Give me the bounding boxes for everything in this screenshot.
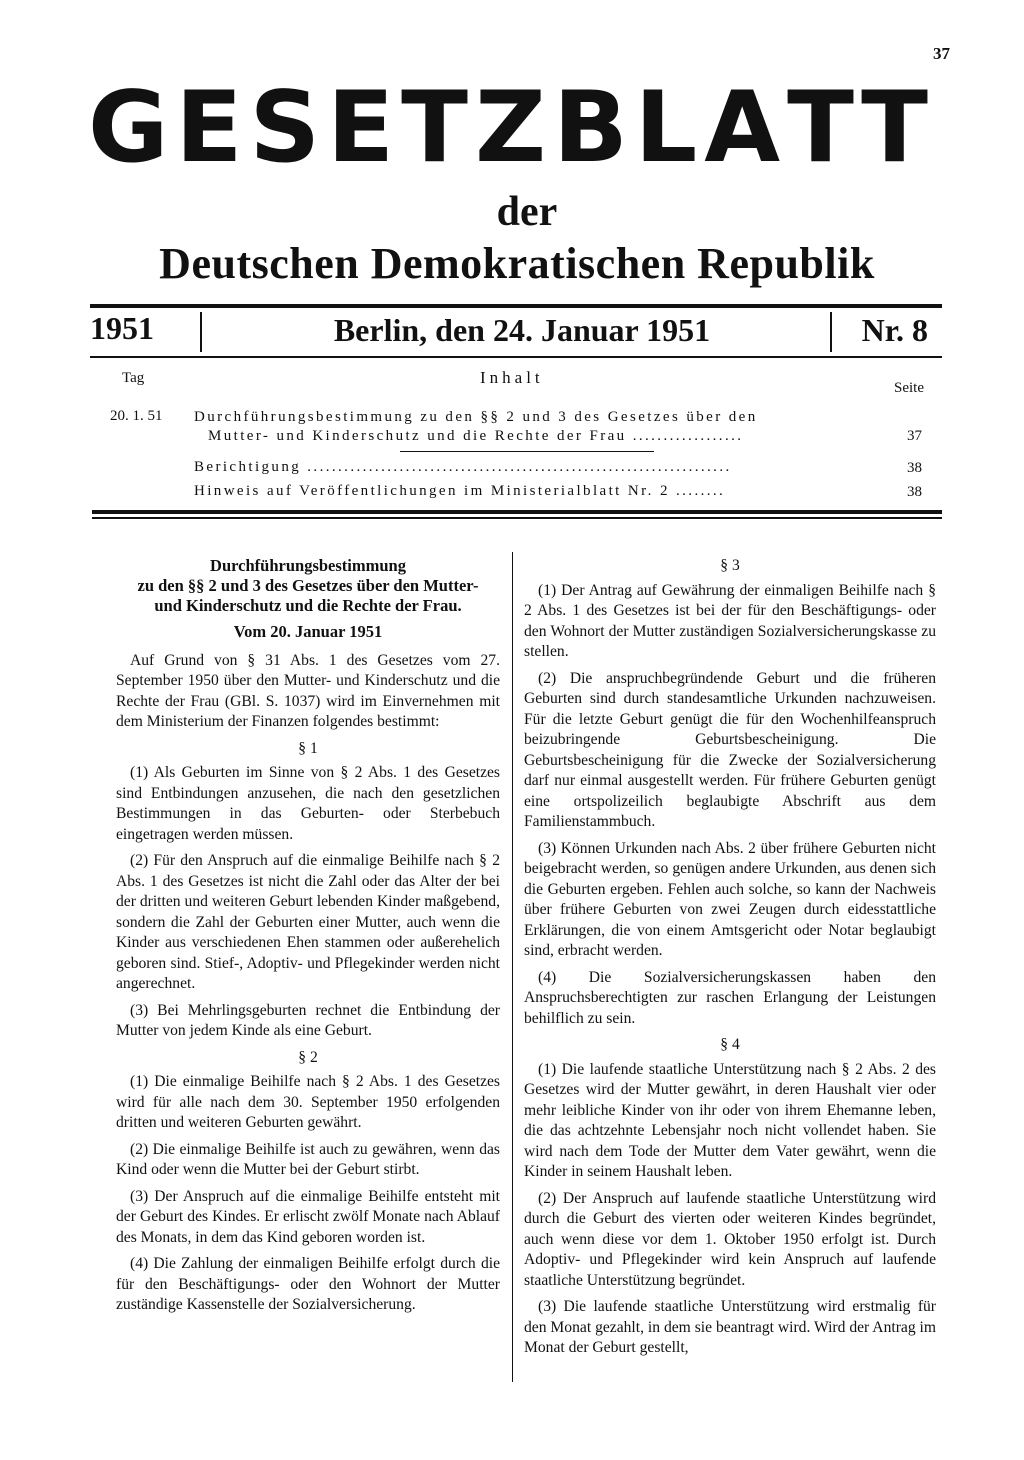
masthead-title — [88, 71, 950, 185]
masthead-letter: Z — [474, 71, 547, 185]
dateline-year: 1951 — [90, 310, 154, 346]
masthead-letter: S — [249, 71, 321, 185]
toc-entry-line: Mutter- und Kinderschutz und die Rechte der Frau .................. — [208, 428, 744, 444]
decree-heading — [116, 556, 500, 616]
dateline-divider — [830, 312, 832, 352]
masthead-letter: A — [704, 71, 781, 185]
toc-entry-title: Hinweis auf Veröffentlichungen im Ministerialblatt Nr. 2 ........ — [194, 483, 726, 499]
paragraph: (1) Der Antrag auf Gewährung der einmaligen Beihilfe nach § 2 Abs. 1 des Gesetzes ist bei der für den Beschäftigungs- oder den Wohnort der Mutter zuständigen Sozialversicherungskasse zu stellen. — [524, 581, 936, 660]
column-divider — [512, 552, 513, 1382]
toc-entry-date: 20. 1. 51 — [110, 408, 163, 424]
paragraph: (3) Der Anspruch auf die einmalige Beihilfe entsteht mit der Geburt des Kindes. Er erlischt zwölf Monate nach Ablauf des Monats, in dem das Kind geboren worden ist. — [116, 1187, 500, 1246]
masthead-letter: T — [787, 71, 855, 185]
toc-header-seite: Seite — [894, 380, 924, 396]
toc-entry-page: 37 — [907, 428, 922, 444]
section-rule — [92, 510, 942, 514]
decree-heading-line: zu den §§ 2 und 3 des Gesetzes über den Mutter- — [137, 576, 479, 595]
paragraph: (4) Die Sozialversicherungskassen haben den Anspruchsberechtigten zur raschen Erlangung der Leistungen behilflich zu sein. — [524, 968, 936, 1027]
paragraph: (4) Die Zahlung der einmaligen Beihilfe erfolgt durch die für den Beschäftigungs- oder den Wohnort der Mutter zuständige Kassenstelle der Sozialversicherung. — [116, 1255, 500, 1313]
toc-entry-title: Berichtigung ..................................................................... — [194, 459, 732, 475]
decree-date: Vom 20. Januar 1951 — [233, 622, 383, 641]
toc-divider — [400, 451, 654, 452]
paragraph: (1) Die einmalige Beihilfe nach § 2 Abs. 1 des Gesetzes wird für alle nach dem 30. September 1950 erfolgenden dritten und weiteren Geburten gewährt. — [116, 1073, 500, 1131]
masthead-letter: T — [401, 71, 468, 185]
dateline-bar — [90, 304, 942, 358]
paragraph: (2) Für den Anspruch auf die einmalige Beihilfe nach § 2 Abs. 1 des Gesetzes ist nicht die Zahl oder das Alter der bei der dritten und weiteren Geburt lebenden Kinder maßgebend, sondern die Zahl der Geburten einer Mutter, auch wenn die Kinder aus verschiedenen Ehen stammen oder außerehelich geboren sind. Stief-, Adoptiv- und Pflegekinder werden nicht angerechnet. — [116, 852, 500, 992]
paragraph: (1) Die laufende staatliche Unterstützung nach § 2 Abs. 2 des Gesetzes wird der Mutter gewährt, in deren Haushalt vier oder mehr leibliche Kinder von ihr oder von ihrem Ehemanne leben, die das achtzehnte Lebensjahr noch nicht vollendet haben. Sie wird nach dem Tode der Mutter dem Vater gewährt, wenn die Kinder in seinem Haushalt leben. — [524, 1060, 936, 1180]
section-title: § 2 — [298, 1048, 318, 1066]
paragraph: (2) Der Anspruch auf laufende staatliche Unterstützung wird durch die Geburt des vierten oder weiteren Kindes begründet, auch wenn diese vor dem 1. Oktober 1950 erfolgt ist. Durch Adoptiv- und Pflegekinder wird kein Anspruch auf laufende staatliche Unterstützung begründet. — [524, 1189, 936, 1289]
toc-entry-line: Durchführungsbestimmung zu den §§ 2 und 3 des Gesetzes über den — [194, 409, 758, 425]
right-column — [524, 556, 936, 1365]
toc-entry-title — [194, 408, 834, 446]
masthead-letter: L — [634, 71, 698, 185]
masthead-letter: B — [553, 71, 628, 185]
section-rule — [92, 517, 942, 519]
section-title: § 1 — [298, 739, 318, 757]
dateline-divider — [200, 312, 202, 352]
paragraph: (3) Die laufende staatliche Unterstützung wird erstmalig für den Monat gezahlt, in dem sie beantragt wird. Wird der Antrag im Monat der Geburt gestellt, — [524, 1298, 936, 1356]
paragraph: (2) Die anspruchbegründende Geburt und die früheren Geburten sind durch standesamtliche Urkunden nachzuweisen. Für die letzte Geburt genügt die für den Wochenhilfeanspruch beizubringende Geburtsbescheinigung. Die Geburtsbescheinigung für die Zwecke der Sozialversicherung darf nur einmal ausgestellt werden. Für frühere Geburten genügt eine ortspolizeilich beglaubigte Abschrift aus dem Familienstammbuch. — [524, 669, 936, 830]
dateline-issue-number: Nr. 8 — [861, 312, 928, 348]
paragraph: (3) Bei Mehrlingsgeburten rechnet die Entbindung der Mutter von jedem Kinde als eine Geburt. — [116, 1001, 500, 1039]
left-column — [116, 556, 500, 1322]
section-title: § 4 — [720, 1036, 740, 1053]
toc-entry-page: 38 — [907, 484, 922, 500]
toc-header-tag: Tag — [122, 370, 145, 386]
masthead-letter: G — [88, 71, 169, 185]
section-title: § 3 — [720, 557, 740, 574]
masthead-letter: E — [327, 71, 395, 185]
page-number: 37 — [933, 44, 950, 63]
decree-heading-line: und Kinderschutz und die Rechte der Frau. — [154, 596, 462, 615]
masthead-letter: E — [175, 71, 243, 185]
paragraph: (2) Die einmalige Beihilfe ist auch zu gewähren, wenn das Kind oder wenn die Mutter bei der Geburt stirbt. — [116, 1140, 500, 1178]
toc-entry-page: 38 — [907, 460, 922, 476]
toc-header-inhalt: Inhalt — [480, 368, 544, 387]
dateline-place-date: Berlin, den 24. Januar 1951 — [333, 312, 711, 348]
masthead-subtitle-state: Deutschen Demokratischen Republik — [159, 239, 875, 288]
masthead-letter: T — [861, 71, 928, 185]
preamble: Auf Grund von § 31 Abs. 1 des Gesetzes vom 27. September 1950 über den Mutter- und Kinderschutz und die Rechte der Frau (GBl. S. 1037) wird im Einvernehmen mit dem Ministerium der Finanzen folgendes bestimmt: — [116, 651, 500, 730]
decree-heading-line: Durchführungsbestimmung — [210, 556, 406, 575]
paragraph: (3) Können Urkunden nach Abs. 2 über frühere Geburten nicht beigebracht werden, so genügen andere Urkunden, aus denen sich die Geburten ergeben. Fehlen auch solche, so kann der Nachweis über frühere Geburten von zwei Zeugen durch eidesstattliche Erklärungen, die von einem Amtsgericht oder Notar beglaubigt sind, erbracht werden. — [524, 839, 936, 959]
masthead-subtitle-der: der — [496, 189, 558, 235]
paragraph: (1) Als Geburten im Sinne von § 2 Abs. 1 des Gesetzes sind Entbindungen anzusehen, die nach den gesetzlichen Bestimmungen in das Geburten- oder Sterbebuch eingetragen werden müssen. — [116, 764, 500, 843]
